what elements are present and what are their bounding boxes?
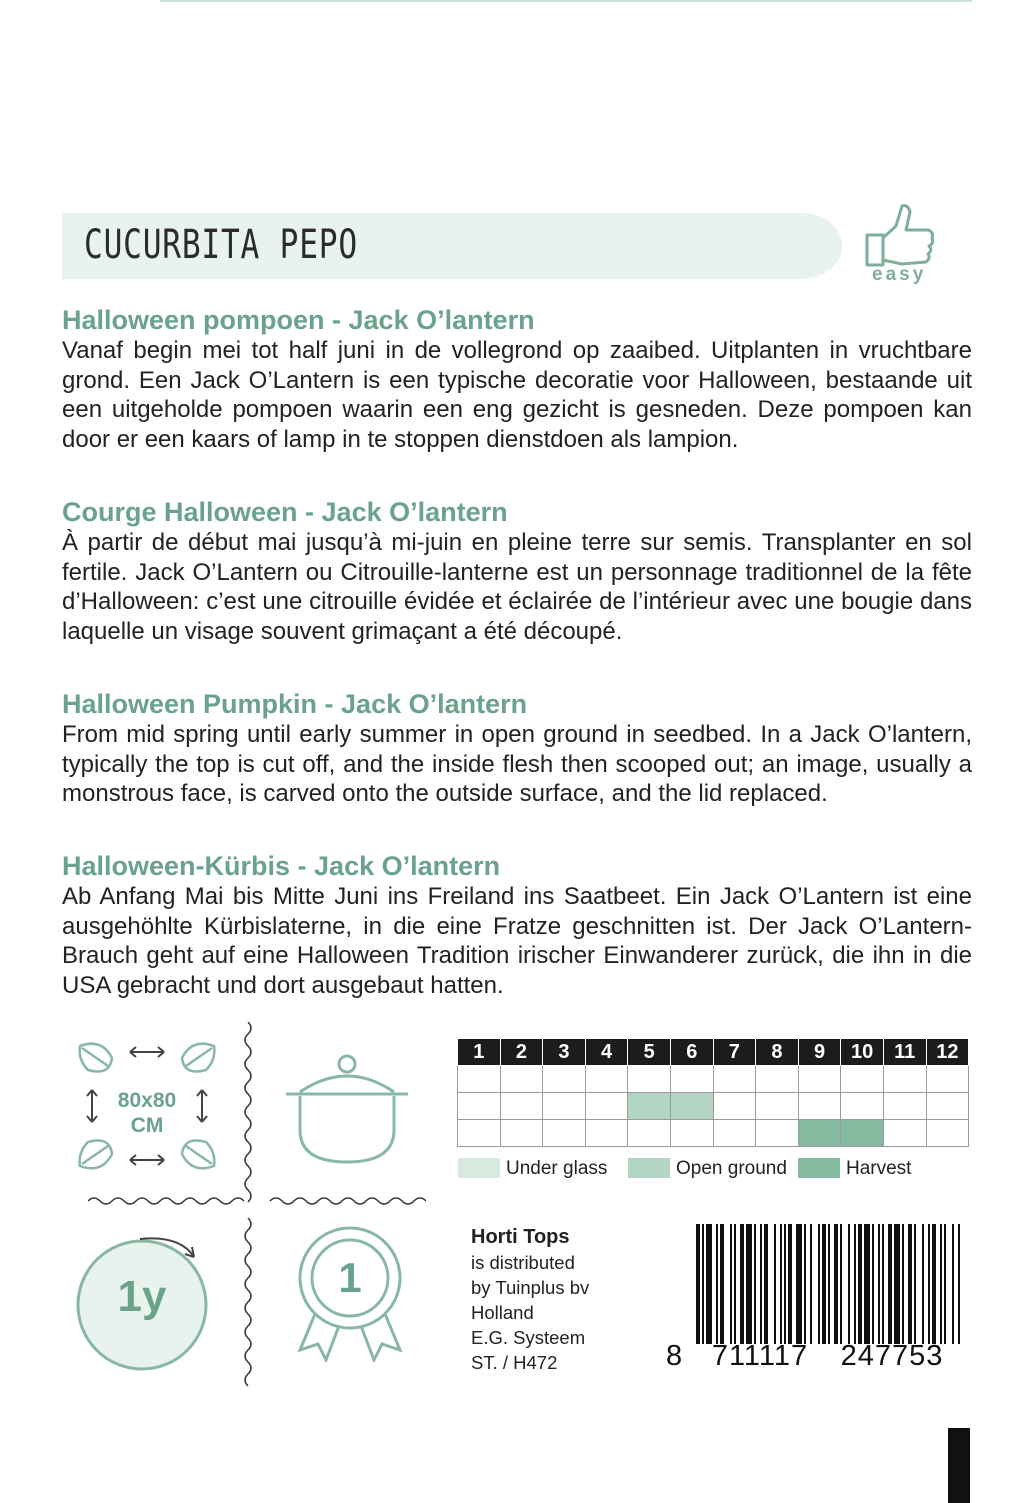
calendar-cell xyxy=(500,1093,543,1120)
barcode-bar xyxy=(908,1224,912,1344)
calendar-cell xyxy=(500,1120,543,1147)
pot-icon xyxy=(282,1050,412,1170)
calendar-cell xyxy=(670,1066,713,1093)
easy-label: easy xyxy=(872,264,927,285)
top-rule xyxy=(160,0,972,2)
barcode-bar xyxy=(796,1224,802,1344)
section-text: Ab Anfang Mai bis Mitte Juni ins Freiland ins Saatbeet. Ein Jack O’Lantern ist eine ausgehöhlte Kürbislaterne, in die eine Fratze geschnitten ist. Der Jack O’Lantern-Brauch geht auf eine Halloween Tradition irischer Einwanderer zurück, die ihn in die USA gebracht und dort ausgebaut hatten. xyxy=(62,883,972,999)
month-header: 2 xyxy=(500,1039,543,1066)
calendar-cell xyxy=(713,1093,756,1120)
calendar-cell xyxy=(841,1093,884,1120)
month-header: 10 xyxy=(841,1039,884,1066)
legend-swatch xyxy=(628,1158,670,1178)
legend-swatch xyxy=(798,1158,840,1178)
section-english xyxy=(62,689,972,809)
barcode-bar xyxy=(760,1224,762,1344)
barcode-bar xyxy=(848,1224,850,1344)
latin-name: CUCURBITA PEPO xyxy=(84,222,358,268)
legend-label: Under glass xyxy=(506,1158,608,1179)
barcode-bar xyxy=(764,1224,768,1344)
corner-black-bar xyxy=(948,1428,970,1503)
calendar-row-open-ground xyxy=(458,1093,969,1120)
barcode-bar xyxy=(746,1224,752,1344)
calendar-row-under-glass xyxy=(458,1066,969,1093)
month-header: 9 xyxy=(798,1039,841,1066)
calendar-cell xyxy=(713,1066,756,1093)
month-header: 3 xyxy=(543,1039,586,1066)
barcode-bar xyxy=(864,1224,870,1344)
calendar-cell xyxy=(798,1066,841,1093)
section-title: Halloween Pumpkin - Jack O’lantern xyxy=(62,689,528,719)
calendar-cell xyxy=(883,1093,926,1120)
section-text: Vanaf begin mei tot half juni in de vollegrond op zaaibed. Uitplanten in vruchtbare grond. Een Jack O’Lantern is een typische decoratie voor Halloween, bestaande uit een uitgeholde pompoen waarin een eng gezicht is gesneden. Deze pompoen kan door er een kaars of lamp in te stoppen dienstdoen als lampion. xyxy=(62,337,972,453)
barcode-bar xyxy=(788,1224,792,1344)
calendar-cell xyxy=(458,1066,501,1093)
calendar-cell xyxy=(926,1066,969,1093)
month-header: 7 xyxy=(713,1039,756,1066)
distributor-line: is distributed xyxy=(471,1252,575,1273)
section-text: From mid spring until early summer in open ground in seedbed. In a Jack O’lantern, typically the top is cut off, and the inside flesh then scooped out; an image, usually a monstrous face, is carved onto the outside surface, and the lid replaced. xyxy=(62,721,972,807)
barcode-bar xyxy=(894,1224,900,1344)
section-german xyxy=(62,851,972,1000)
barcode-bar xyxy=(784,1224,786,1344)
calendar-cell xyxy=(926,1120,969,1147)
calendar-row-harvest xyxy=(458,1120,969,1147)
barcode-bar xyxy=(944,1224,946,1344)
barcode-bar xyxy=(818,1224,820,1344)
calendar-cell xyxy=(713,1120,756,1147)
distributor-info xyxy=(471,1225,589,1375)
barcode-bar xyxy=(902,1224,904,1344)
section-title: Courge Halloween - Jack O’lantern xyxy=(62,497,508,527)
barcode-bar xyxy=(730,1224,732,1344)
section-title: Halloween-Kürbis - Jack O’lantern xyxy=(62,851,501,881)
calendar-cell xyxy=(458,1120,501,1147)
calendar-cell xyxy=(500,1066,543,1093)
barcode-bar xyxy=(706,1224,712,1344)
calendar-cell xyxy=(543,1093,586,1120)
distributor-line: E.G. Systeem xyxy=(471,1327,586,1348)
barcode-bar xyxy=(716,1224,718,1344)
legend-swatch xyxy=(458,1158,500,1178)
barcode-bar xyxy=(922,1224,924,1344)
barcode-bar xyxy=(932,1224,936,1344)
calendar-cell xyxy=(756,1120,799,1147)
calendar-cell xyxy=(628,1093,671,1120)
month-header: 11 xyxy=(883,1039,926,1066)
barcode-bar xyxy=(914,1224,916,1344)
sowing-calendar xyxy=(457,1038,969,1147)
barcode-bar xyxy=(702,1224,704,1344)
calendar-cell xyxy=(756,1066,799,1093)
barcode-bar xyxy=(928,1224,930,1344)
barcode xyxy=(666,1224,962,1374)
barcode-bar xyxy=(822,1224,826,1344)
barcode-bar xyxy=(940,1224,942,1344)
barcode-bar xyxy=(740,1224,744,1344)
barcode-bar xyxy=(734,1224,736,1344)
calendar-cell xyxy=(883,1066,926,1093)
calendar-cell xyxy=(798,1120,841,1147)
brand-name: Horti Tops xyxy=(471,1226,570,1248)
barcode-bar xyxy=(720,1224,724,1344)
calendar-cell xyxy=(585,1066,628,1093)
month-header: 6 xyxy=(670,1039,713,1066)
barcode-bar xyxy=(834,1224,838,1344)
section-french xyxy=(62,497,972,646)
barcode-bar xyxy=(840,1224,842,1344)
barcode-bar xyxy=(888,1224,892,1344)
spacing-unit: CM xyxy=(130,1114,164,1137)
barcode-bar xyxy=(810,1224,812,1344)
calendar-cell xyxy=(585,1120,628,1147)
barcode-group-right: 247753 xyxy=(840,1340,944,1372)
barcode-bar xyxy=(878,1224,880,1344)
calendar-cell xyxy=(798,1093,841,1120)
spacing-value: 80x80 xyxy=(117,1089,177,1112)
barcode-bar xyxy=(958,1224,960,1344)
calendar-cell xyxy=(841,1120,884,1147)
rank-label: 1 xyxy=(338,1254,362,1301)
month-header: 4 xyxy=(585,1039,628,1066)
barcode-bar xyxy=(858,1224,862,1344)
calendar-cell xyxy=(585,1093,628,1120)
month-header: 8 xyxy=(756,1039,799,1066)
calendar-cell xyxy=(670,1093,713,1120)
section-dutch xyxy=(62,305,972,454)
section-title: Halloween pompoen - Jack O’lantern xyxy=(62,305,535,335)
barcode-bars xyxy=(666,1224,962,1344)
legend-label: Open ground xyxy=(676,1158,787,1179)
lifecycle-label: 1y xyxy=(117,1272,167,1321)
barcode-bar xyxy=(872,1224,874,1344)
barcode-bar xyxy=(696,1224,700,1344)
barcode-bar xyxy=(774,1224,776,1344)
month-header: 1 xyxy=(458,1039,501,1066)
barcode-first-digit: 8 xyxy=(666,1340,683,1372)
barcode-bar xyxy=(854,1224,856,1344)
distributor-line: ST. / H472 xyxy=(471,1352,558,1373)
horizontal-wave-divider xyxy=(88,1194,426,1208)
calendar-cell xyxy=(926,1093,969,1120)
calendar-cell xyxy=(628,1066,671,1093)
section-text: À partir de début mai jusqu’à mi-juin en pleine terre sur semis. Transplanter en sol fertile. Jack O’Lantern ou Citrouille-lanterne est un personnage traditionnel de la fête d’Halloween: c’est une citrouille évidée et éclairée de l’intérieur avec une bougie dans laquelle un visage souvent grimaçant a été découpé. xyxy=(62,529,972,645)
calendar-cell xyxy=(543,1066,586,1093)
legend-label: Harvest xyxy=(846,1158,912,1179)
spacing-label xyxy=(100,1088,194,1138)
calendar-cell xyxy=(543,1120,586,1147)
month-header: 12 xyxy=(926,1039,969,1066)
barcode-bar xyxy=(780,1224,782,1344)
barcode-bar xyxy=(804,1224,806,1344)
calendar-cell xyxy=(628,1120,671,1147)
calendar-cell xyxy=(670,1120,713,1147)
barcode-bar xyxy=(882,1224,884,1344)
month-header: 5 xyxy=(628,1039,671,1066)
distributor-line: by Tuinplus bv xyxy=(471,1277,590,1298)
calendar-cell xyxy=(883,1120,926,1147)
calendar-cell xyxy=(841,1066,884,1093)
barcode-group-left: 711117 xyxy=(711,1340,809,1372)
distributor-line: Holland xyxy=(471,1302,534,1323)
calendar-cell xyxy=(756,1093,799,1120)
calendar-cell xyxy=(458,1093,501,1120)
barcode-bar xyxy=(828,1224,830,1344)
barcode-bar xyxy=(754,1224,756,1344)
barcode-bar xyxy=(952,1224,954,1344)
calendar-header-row xyxy=(458,1039,969,1066)
